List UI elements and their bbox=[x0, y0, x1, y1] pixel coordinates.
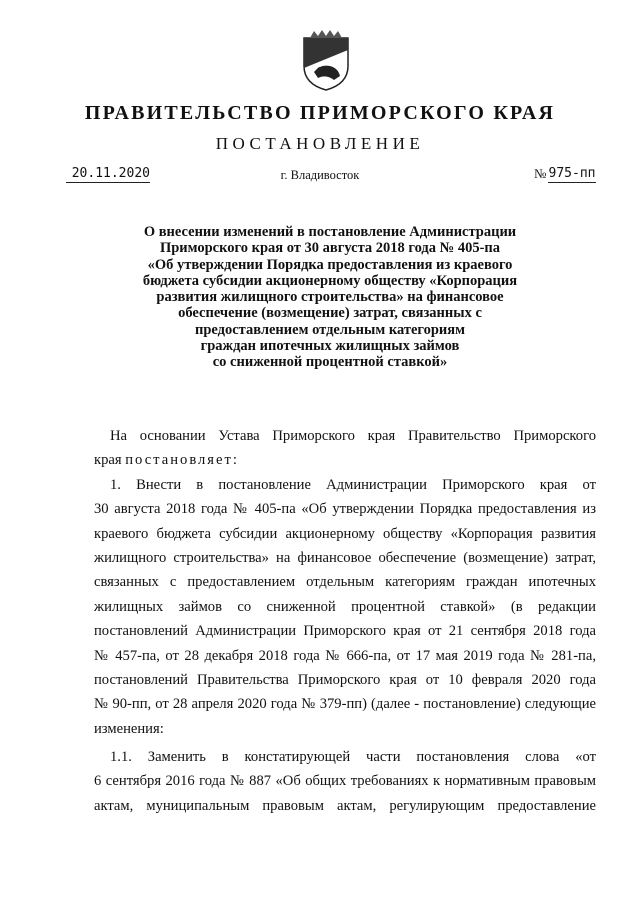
paragraph-line: постановлений Правительства Приморского края от 10 февраля 2020 года bbox=[94, 671, 596, 688]
paragraph-line: 30 августа 2018 года № 405-па «Об утверждении Порядка предоставления из bbox=[94, 501, 596, 518]
paragraph-line: постановлений Администрации Приморского края от 21 сентября 2018 года bbox=[94, 623, 596, 640]
paragraph-line: № 457-па, от 28 декабря 2018 года № 666-па, от 17 мая 2019 года № 281-па, bbox=[94, 647, 596, 664]
number-label: № bbox=[534, 166, 547, 181]
document-type: ПОСТАНОВЛЕНИЕ bbox=[215, 134, 425, 153]
paragraph-line: краевого бюджета субсидии акционерному обществу «Корпорация развития bbox=[94, 525, 596, 542]
subject-line: бюджета субсидии акционерному обществу «Корпорация bbox=[142, 272, 518, 289]
paragraph-line: 1. Внести в постановление Администрации Приморского края от bbox=[110, 476, 596, 493]
coat-of-arms-icon bbox=[300, 28, 352, 92]
paragraph-line: 1.1. Заменить в констатирующей части постановления слова «от bbox=[110, 749, 596, 766]
paragraph-line: изменения: bbox=[94, 720, 164, 737]
paragraph-line: актам, муниципальным правовым актам, регулирующим предоставление bbox=[94, 797, 596, 814]
paragraph-line: На основании Устава Приморского края Правительство Приморского bbox=[110, 428, 596, 444]
subject-line: граждан ипотечных жилищных займов bbox=[200, 338, 460, 355]
paragraph-line bbox=[94, 448, 596, 472]
subject-line: Приморского края от 30 августа 2018 года № 405-па bbox=[159, 240, 501, 257]
subject-line: «Об утверждении Порядка предоставления из краевого bbox=[147, 256, 513, 273]
paragraph-line: жилищных займов со сниженной процентной ставкой» (в редакции bbox=[94, 598, 596, 615]
paragraph-line: № 90-пп, от 28 апреля 2020 года № 379-пп) (далее - постановление) следующие bbox=[94, 696, 596, 713]
paragraph-line: 6 сентября 2016 года № 887 «Об общих требованиях к нормативным правовым bbox=[94, 773, 596, 790]
document-body bbox=[96, 424, 596, 818]
subject-line: обеспечение (возмещение) затрат, связанных с bbox=[178, 305, 482, 322]
text-fragment: края bbox=[94, 452, 126, 469]
paragraph-line: жилищного строительства» на финансовое обеспечение (возмещение) затрат, bbox=[94, 549, 596, 566]
decree-verb: постановляет: bbox=[125, 452, 239, 469]
subject-line: со сниженной процентной ставкой» bbox=[212, 354, 448, 371]
document-city: г. Владивосток bbox=[280, 168, 360, 182]
subject-line: развития жилищного строительства» на финансовое bbox=[156, 289, 504, 306]
subject-line: предоставлением отдельным категориям bbox=[194, 321, 465, 338]
document-number: 975-пп bbox=[548, 166, 596, 181]
subject-line: О внесении изменений в постановление Администрации bbox=[143, 224, 517, 240]
document-subject bbox=[100, 224, 560, 371]
paragraph-line: связанных с предоставлением отдельным категориям граждан ипотечных bbox=[94, 574, 596, 591]
document-date: 20.11.2020 bbox=[66, 166, 150, 183]
government-title: ПРАВИТЕЛЬСТВО ПРИМОРСКОГО КРАЯ bbox=[84, 102, 556, 124]
